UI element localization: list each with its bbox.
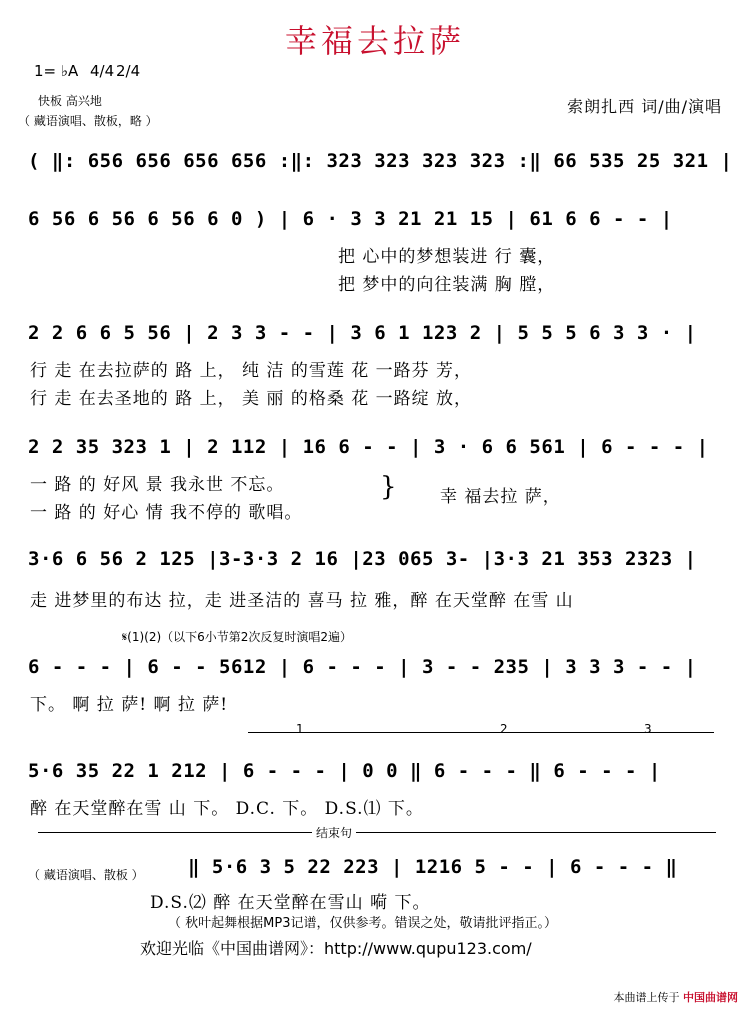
footer-note: （ 秋叶起舞根据MP3记谱，仅供参考。错误之处，敬请批评指正。） [168,916,557,931]
score-row-5: 3·6 6 56 2 125 |3-3·3 2 16 |23 065 3- |3·3 21 353 2323 | [28,548,697,570]
ending-left-note: （ 藏语演唱、散板 ） [28,868,144,882]
lyrics-row-5: 走 进梦里的布达 拉，走 进圣洁的 喜马 拉 雅，醉 在天堂醉 在雪 山 [30,591,574,611]
time-signature-1: 4/4 [90,62,115,80]
lyrics-row-7: 醉 在天堂醉在雪 山 下。 D.C. 下。 D.S.⑴ 下。 [30,799,424,819]
repeat-annotation: 𝄋(1)(2)（以下6小节第2次反复时演唱2遍） [122,630,353,644]
ending-line [38,832,716,833]
score-row-8: ‖ 5·6 3 5 22 223 | 1216 5 - - | 6 - - - ‖ [188,856,678,878]
lyrics-row-3-verse-1: 行 走 在去拉萨的 路 上， 纯 洁 的雪莲 花 一路芬 芳， [30,361,473,381]
score-row-6: 6 - - - | 6 - - 5612 | 6 - - - | 3 - - 235 | 3 3 3 - - | [28,656,697,678]
volta-1-label: 1 [296,722,304,736]
lyrics-row-2-verse-1: 把 心中的梦想装进 行 囊， [338,247,556,267]
intro-note: （ 藏语演唱、散板，略 ） [18,114,158,128]
ending-label: 结束句 [312,824,356,841]
lyrics-row-6: 下。 啊 拉 萨! 啊 拉 萨! [30,695,229,715]
volta-3-label: 3 [644,722,652,736]
watermark [614,989,739,1005]
credit-line: 索朗扎西 词/曲/演唱 [567,97,722,116]
lyrics-row-2-verse-2: 把 梦中的向往装满 胸 膛， [338,275,556,295]
volta-2-label: 2 [500,722,508,736]
footer-site: 欢迎光临《中国曲谱网》：http://www.qupu123.com/ [140,939,532,958]
lyrics-row-8: D.S.⑵ 醉 在天堂醉在雪山 嗬 下。 [150,893,431,913]
lyrics-row-4-verse-1: 一 路 的 好风 景 我永世 不忘。 [30,475,285,495]
page-title: 幸福去拉萨 [284,22,465,60]
score-row-7: 5·6 35 22 1 212 | 6 - - - | 0 0 ‖ 6 - - - ‖ 6 - - - | [28,760,661,782]
score-row-1: ( ‖: 656 656 656 656 :‖: 323 323 323 323 :‖ 66 535 25 321 | [28,150,733,172]
tempo-marking: 快板 高兴地 [38,94,102,108]
key-signature: 1= ♭A [34,62,79,80]
score-row-4: 2 2 35 323 1 | 2 112 | 16 6 - - | 3 · 6 6 561 | 6 - - - | [28,436,709,458]
brace: } [380,472,398,502]
lyrics-row-4-verse-2: 一 路 的 好心 情 我不停的 歌唱。 [30,503,303,523]
watermark-prefix: 本曲谱上传于 [613,991,680,1004]
time-signature-2: 2/4 [116,62,141,80]
lyrics-row-3-verse-2: 行 走 在去圣地的 路 上， 美 丽 的格桑 花 一路绽 放， [30,389,473,409]
watermark-brand: 中国曲谱网 [683,991,738,1004]
score-row-2: 6 56 6 56 6 56 6 0 ) | 6 · 3 3 21 21 15 | 61 6 6 - - | [28,208,673,230]
score-row-3: 2 2 6 6 5 56 | 2 3 3 - - | 3 6 1 123 2 | 5 5 5 6 3 3 · | [28,322,697,344]
lyrics-row-4-refrain: 幸 福去拉 萨， [440,487,561,507]
